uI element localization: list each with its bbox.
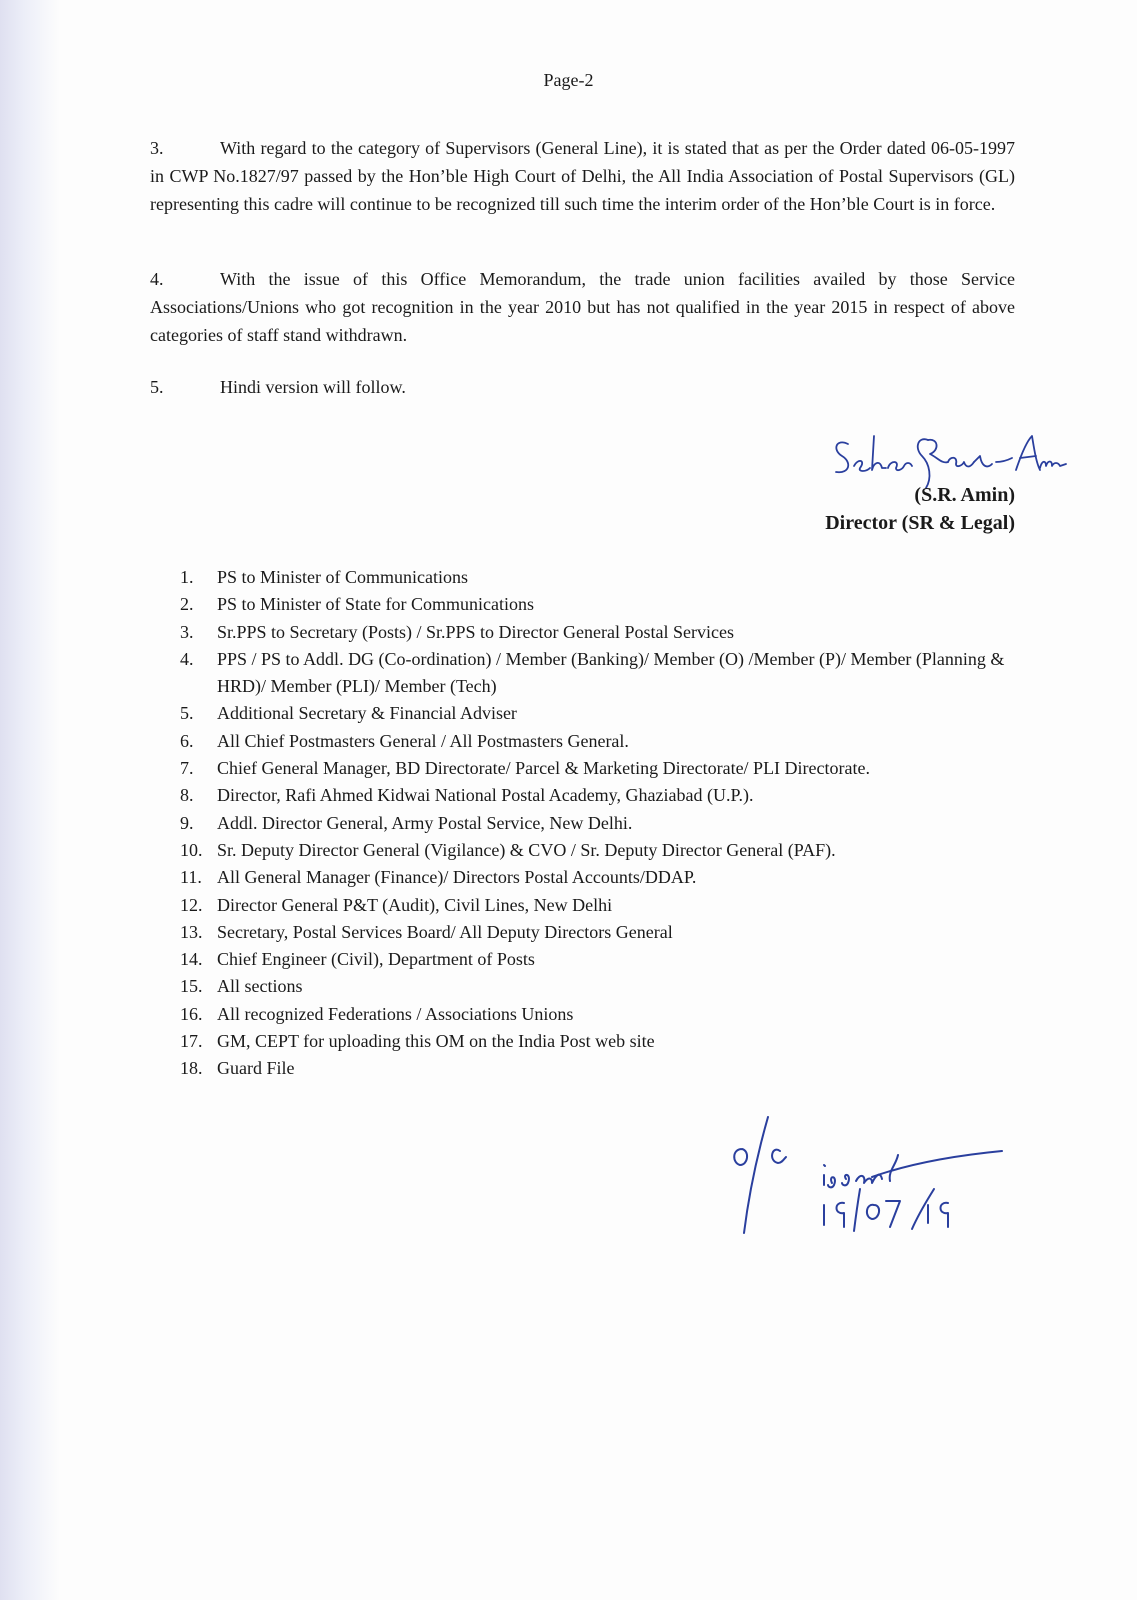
list-item-text: GM, CEPT for uploading this OM on the India Post web site [217, 1031, 655, 1052]
list-item [180, 837, 1040, 864]
list-item-number: 1. [180, 567, 194, 587]
paragraph-4 [150, 265, 1015, 349]
list-item-number: 15. [180, 976, 203, 997]
signatory-name: (S.R. Amin) [914, 484, 1015, 506]
list-item [180, 646, 1040, 701]
list-item-text: PS to Minister of Communications [217, 567, 469, 587]
list-item [180, 1028, 1040, 1055]
paragraph-3 [150, 134, 1015, 218]
list-item [180, 973, 1040, 1000]
list-item-number: 6. [180, 730, 194, 751]
list-item [180, 755, 1040, 782]
list-item-text: PPS / PS to Addl. DG (Co-ordination) / Member (Banking)/ Member (O) /Member (P)/ Member (Planning & HRD)/ Member (PLI)/ Member (Tech) [217, 648, 1005, 697]
list-item [180, 591, 1040, 618]
signatory-designation: Director (SR & Legal) [825, 512, 1015, 534]
list-item-number: 7. [180, 758, 194, 779]
list-item-text: All sections [217, 976, 303, 997]
list-item [180, 700, 1040, 727]
paragraph-number: 4. [150, 269, 164, 289]
list-item-text: Sr. Deputy Director General (Vigilance) & CVO / Sr. Deputy Director General (PAF). [217, 839, 836, 860]
list-item-number: 13. [180, 921, 203, 942]
list-item-text: Sr.PPS to Secretary (Posts) / Sr.PPS to Director General Postal Services [217, 621, 734, 642]
list-item-text: All Chief Postmasters General / All Postmasters General. [217, 730, 629, 751]
handwritten-signature [830, 428, 1070, 490]
paragraph-text: With the issue of this Office Memorandum, the trade union facilities availed by those Service Associations/Unions who got recognition in the year 2010 but has not qualified in the year 2015 in respect of above categories of staff stand withdrawn. [150, 269, 1015, 345]
list-item-text: Director General P&T (Audit), Civil Lines, New Delhi [217, 894, 613, 915]
list-item-text: Addl. Director General, Army Postal Service, New Delhi. [217, 812, 633, 833]
list-item-text: Additional Secretary & Financial Adviser [217, 703, 517, 724]
list-item [180, 919, 1040, 946]
list-item-text: Director, Rafi Ahmed Kidwai National Postal Academy, Ghaziabad (U.P.). [217, 785, 754, 806]
list-item [180, 728, 1040, 755]
scan-shadow [0, 0, 60, 1600]
list-item [180, 782, 1040, 809]
list-item-text: All General Manager (Finance)/ Directors Postal Accounts/DDAP. [217, 867, 697, 888]
list-item-number: 2. [180, 594, 194, 615]
list-item [180, 946, 1040, 973]
list-item [180, 892, 1040, 919]
list-item [180, 864, 1040, 891]
list-item-text: Chief General Manager, BD Directorate/ Parcel & Marketing Directorate/ PLI Directorate. [217, 758, 871, 779]
list-item-number: 4. [180, 648, 194, 669]
list-item-number: 8. [180, 785, 194, 806]
paragraph-number: 3. [150, 138, 164, 158]
copy-to-list [180, 564, 1040, 1083]
list-item [180, 619, 1040, 646]
paragraph-number: 5. [150, 377, 164, 397]
paragraph-text: With regard to the category of Supervisors (General Line), it is stated that as per the Order dated 06-05-1997 in CWP No.1827/97 passed by the Hon’ble High Court of Delhi, the All India Association of Postal Supervisors (GL) representing this cadre will continue to be recognized till such time the interim order of the Hon’ble Court is in force. [150, 138, 1015, 214]
list-item-number: 18. [180, 1058, 203, 1079]
handwritten-issue-note [720, 1105, 1020, 1245]
list-item-number: 10. [180, 839, 203, 860]
list-item-text: PS to Minister of State for Communications [217, 594, 534, 615]
list-item [180, 810, 1040, 837]
list-item-text: Chief Engineer (Civil), Department of Posts [217, 949, 535, 970]
paragraph-text: Hindi version will follow. [220, 377, 406, 397]
list-item-text: Guard File [217, 1058, 295, 1079]
list-item [180, 1055, 1040, 1082]
list-item-number: 11. [180, 867, 202, 888]
paragraph-5 [150, 373, 1015, 401]
list-item-number: 14. [180, 949, 203, 970]
list-item-number: 16. [180, 1003, 203, 1024]
list-item [180, 564, 1040, 591]
list-item-text: Secretary, Postal Services Board/ All Deputy Directors General [217, 921, 673, 942]
list-item-number: 12. [180, 894, 203, 915]
list-item-number: 9. [180, 812, 194, 833]
list-item-text: All recognized Federations / Associations Unions [217, 1003, 574, 1024]
list-item-number: 3. [180, 621, 194, 642]
page-number: Page-2 [543, 70, 594, 90]
list-item-number: 5. [180, 703, 194, 724]
list-item-number: 17. [180, 1031, 203, 1052]
list-item [180, 1001, 1040, 1028]
